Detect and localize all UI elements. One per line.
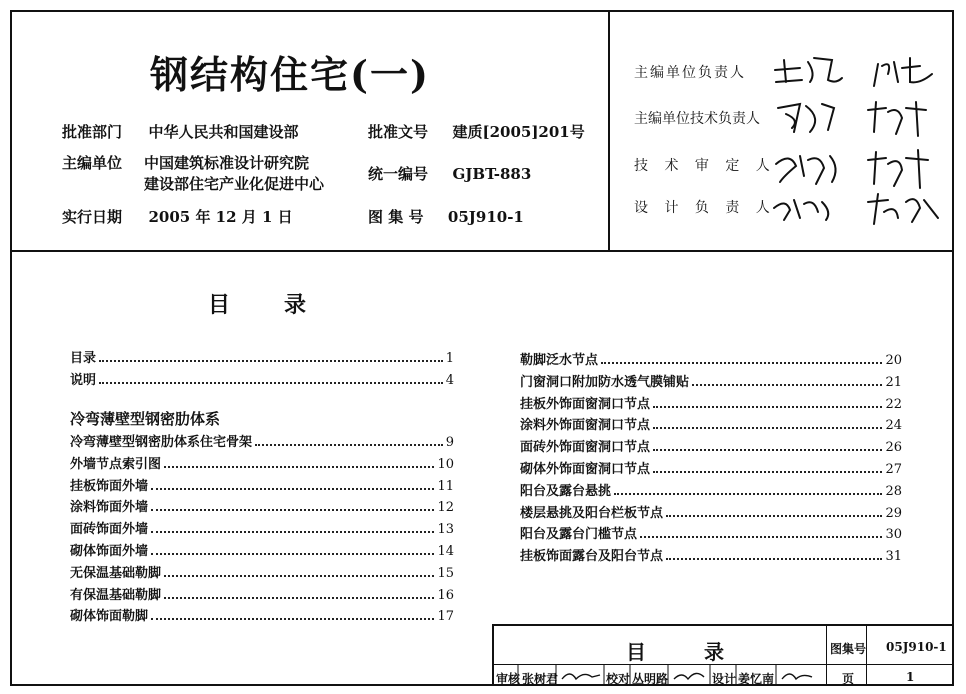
signature-divider: [608, 10, 610, 251]
toc-entry-page: 29: [885, 505, 902, 521]
toc-leader: [653, 427, 882, 429]
toc-leader: [164, 575, 434, 577]
toc-entry-page: 13: [437, 522, 454, 538]
toc-leader: [601, 362, 882, 364]
toc-leader: [666, 515, 882, 517]
toc-entry[interactable]: [520, 481, 902, 499]
toc-leader: [151, 488, 434, 490]
toc-entry-page: 28: [885, 483, 902, 499]
toc-entry[interactable]: [70, 541, 454, 559]
toc-entry[interactable]: [520, 415, 902, 433]
toc-entry-label: 勒脚泛水节点: [520, 353, 599, 368]
titleblock-grid: [492, 665, 826, 686]
toc-entry[interactable]: [520, 459, 902, 477]
approval-no-row: [368, 121, 585, 142]
toc-entry-label: 面砖外饰面窗洞口节点: [520, 440, 651, 456]
signature-role-reviewer: 技 术 审 定 人: [634, 158, 776, 174]
toc-entry-page: 14: [437, 544, 454, 559]
toc-entry-page: 21: [885, 374, 902, 390]
toc-entry-page: 17: [437, 609, 454, 625]
toc-leader: [614, 493, 882, 495]
toc-entry-page: 11: [437, 478, 454, 494]
toc-entry-label: 砌体外饰面窗洞口节点: [520, 462, 651, 477]
toc-entry-page: 1: [445, 351, 454, 366]
toc-entry-label: 面砖饰面外墙: [70, 522, 149, 538]
toc-leader: [692, 384, 882, 386]
toc-entry-label: 楼层悬挑及阳台栏板节点: [520, 505, 664, 521]
toc-leader: [99, 360, 443, 362]
impl-date-label: 实行日期: [62, 208, 123, 226]
toc-entry[interactable]: [520, 350, 902, 368]
toc-entry[interactable]: [520, 394, 902, 412]
titleblock-atlas-no: 05J910-1: [886, 640, 947, 654]
titleblock-check-label: 校对: [606, 672, 631, 686]
toc-entry-label: 挂板饰面外墙: [70, 478, 149, 494]
toc-entry[interactable]: [70, 476, 454, 494]
toc-entry[interactable]: [520, 372, 902, 390]
toc-leader: [255, 444, 443, 446]
toc-entry-page: 4: [445, 373, 454, 388]
approval-no-value: 建质[2005]201号: [452, 123, 585, 141]
chief-editor-line2: 建设部住宅产业化促进中心: [144, 175, 325, 193]
toc-entry-label: 目录: [70, 351, 97, 366]
toc-entry[interactable]: [70, 432, 454, 450]
toc-entry-label: 有保温基础勒脚: [70, 587, 162, 603]
titleblock-top: [492, 624, 954, 626]
toc-entry-page: 26: [885, 440, 902, 456]
titleblock-checker: 丛明路: [632, 672, 669, 686]
toc-entry-page: 27: [885, 462, 902, 477]
toc-entry-page: 12: [437, 500, 454, 516]
toc-entry-label: 门窗洞口附加防水透气膜铺贴: [520, 374, 690, 390]
signature-role-tech-chief: 主编单位技术负责人: [634, 111, 760, 127]
titleblock-sheet-title: 目录: [626, 640, 782, 664]
toc-entry-label: 砌体饰面勒脚: [70, 609, 149, 625]
signature-role-chief: 主编单位负责人: [634, 65, 746, 81]
approval-no-label: 批准文号: [368, 123, 429, 141]
impl-date-row: [62, 206, 293, 227]
toc-entry-page: 31: [885, 549, 902, 565]
toc-entry-label: 涂料外饰面窗洞口节点: [520, 418, 651, 434]
toc-entry[interactable]: [70, 606, 454, 624]
unified-no-value: GJBT-883: [452, 165, 532, 183]
toc-leader: [653, 449, 882, 451]
toc-leader: [164, 597, 434, 599]
atlas-title: 钢结构住宅(一): [150, 52, 430, 97]
toc-entry-page: 15: [437, 565, 454, 581]
signature-role-designer: 设 计 负 责 人: [634, 200, 776, 216]
toc-entry-page: 24: [885, 418, 902, 434]
toc-entry-label: 涂料饰面外墙: [70, 500, 149, 516]
toc-entry[interactable]: [70, 454, 454, 472]
titleblock-review-label: 审核: [496, 672, 521, 686]
toc-entry-page: 30: [885, 527, 902, 543]
toc-leader: [151, 531, 434, 533]
toc-leader: [653, 471, 882, 473]
titleblock-design-label: 设计: [712, 672, 737, 686]
toc-entry[interactable]: [520, 546, 902, 564]
titleblock-div2: [866, 624, 867, 686]
toc-entry[interactable]: [520, 437, 902, 455]
approval-dept-value: 中华人民共和国建设部: [148, 123, 299, 141]
toc-leader: [164, 466, 434, 468]
approval-dept-label: 批准部门: [62, 123, 123, 141]
header-divider: [10, 250, 954, 252]
chief-editor-label: 主编单位: [62, 154, 123, 172]
toc-entry[interactable]: [70, 585, 454, 603]
toc-entry-label: 外墙节点索引图: [70, 456, 162, 472]
toc-leader: [151, 553, 434, 555]
toc-leader: [99, 382, 443, 384]
section-heading: 冷弯薄壁型钢密肋体系: [70, 410, 221, 428]
toc-leader: [151, 509, 434, 511]
titleblock-page-no: 1: [906, 670, 915, 684]
toc-entry-label: 挂板饰面露台及阳台节点: [520, 549, 664, 565]
approval-dept-row: [62, 121, 299, 142]
toc-entry-label: 冷弯薄壁型钢密肋体系住宅骨架: [70, 435, 253, 450]
toc-entry[interactable]: [70, 497, 454, 515]
toc-entry-page: 16: [437, 587, 454, 603]
toc-leader: [640, 536, 882, 538]
toc-title: 目录: [208, 292, 361, 318]
toc-leader: [151, 618, 434, 620]
toc-entry-label: 阳台及露台门槛节点: [520, 527, 638, 543]
toc-entry[interactable]: [70, 348, 454, 366]
toc-leader: [666, 558, 882, 560]
unified-no-row: [368, 163, 531, 184]
toc-entry-label: 阳台及露台悬挑: [520, 483, 612, 499]
toc-entry-label: 砌体饰面外墙: [70, 544, 149, 559]
unified-no-label: 统一编号: [368, 165, 429, 183]
titleblock-page-label: 页: [842, 672, 855, 686]
toc-entry-page: 22: [885, 396, 902, 412]
titleblock-reviewer: 张树君: [522, 672, 559, 686]
atlas-no-value: 05J910-1: [447, 208, 524, 226]
toc-entry-page: 9: [445, 435, 454, 450]
toc-entry-label: 挂板外饰面窗洞口节点: [520, 396, 651, 412]
toc-entry[interactable]: [520, 524, 902, 542]
toc-entry-label: 说明: [70, 373, 97, 388]
titleblock-atlas-label: 图集号: [830, 642, 867, 656]
toc-entry[interactable]: [70, 563, 454, 581]
toc-entry[interactable]: [70, 519, 454, 537]
toc-entry[interactable]: [70, 370, 454, 388]
toc-leader: [653, 406, 882, 408]
impl-date-value: 2005 年 12 月 1 日: [148, 208, 293, 226]
toc-entry-label: 无保温基础勒脚: [70, 565, 162, 581]
atlas-no-label: 图 集 号: [368, 208, 424, 226]
toc-entry[interactable]: [520, 503, 902, 521]
titleblock-designer: 姜忆南: [738, 672, 775, 686]
titleblock-div1: [826, 624, 827, 686]
chief-editor-line1: 中国建筑标准设计研究院: [144, 154, 310, 172]
toc-entry-page: 10: [437, 456, 454, 472]
handwritten-signatures: [770, 48, 950, 238]
toc-entry-page: 20: [885, 353, 902, 368]
atlas-no-row: [368, 206, 524, 227]
